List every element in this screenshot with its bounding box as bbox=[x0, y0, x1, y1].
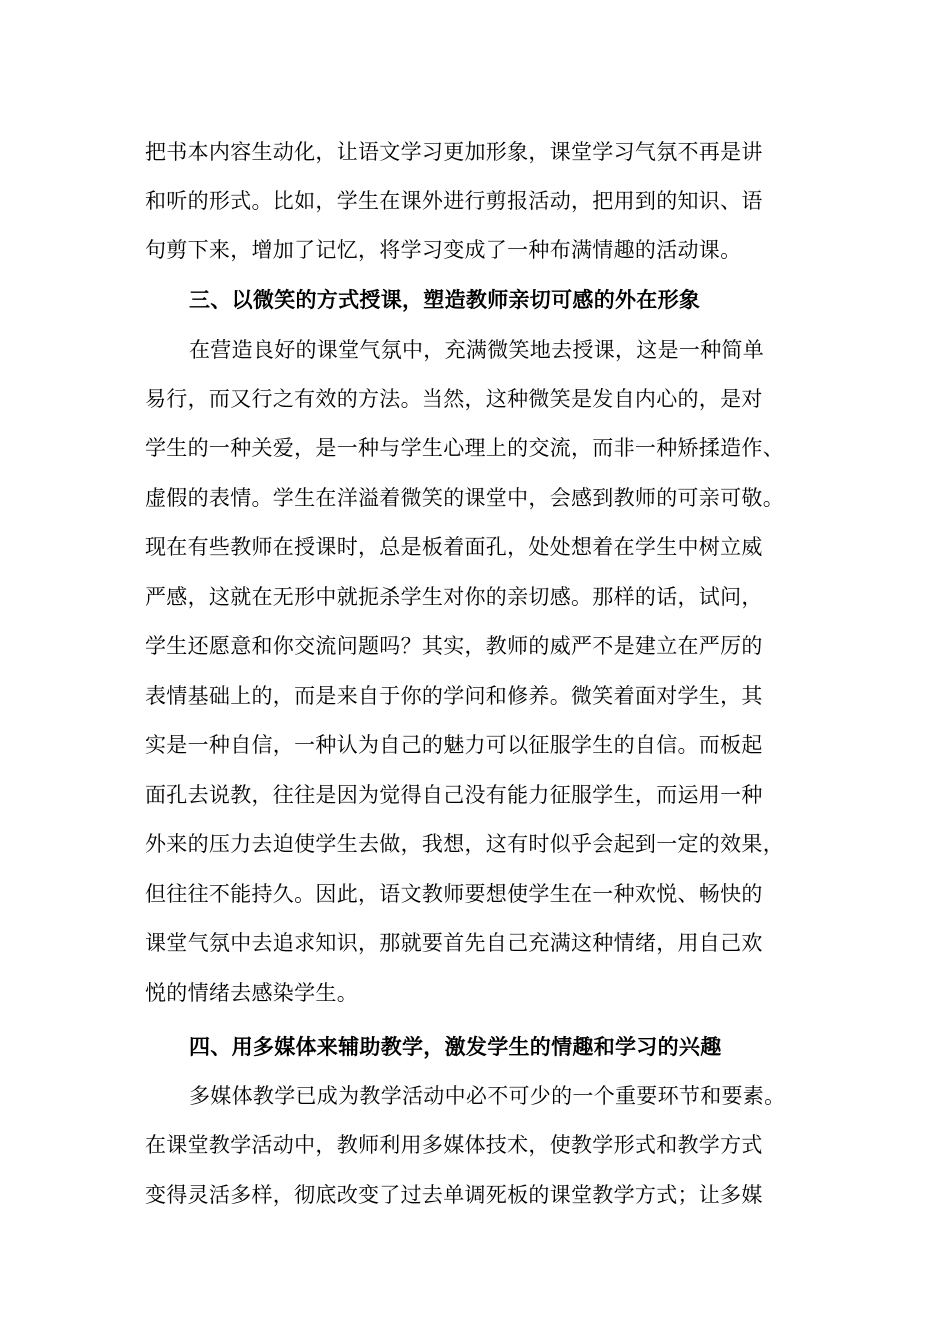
paragraph-line: 在课堂教学活动中，教师利用多媒体技术，使教学形式和教学方式 bbox=[145, 1133, 763, 1157]
paragraph-line: 学生还愿意和你交流问题吗？其实，教师的威严不是建立在严厉的 bbox=[145, 634, 763, 658]
paragraph-line: 课堂气氛中去追求知识，那就要首先自己充满这种情绪，用自己欢 bbox=[145, 931, 763, 955]
paragraph-line: 和听的形式。比如，学生在课外进行剪报活动，把用到的知识、语 bbox=[145, 189, 763, 213]
paragraph-line: 现在有些教师在授课时，总是板着面孔，处处想着在学生中树立威 bbox=[145, 535, 763, 559]
paragraph-line: 表情基础上的，而是来自于你的学问和修养。微笑着面对学生，其 bbox=[145, 684, 763, 708]
paragraph-line: 虚假的表情。学生在洋溢着微笑的课堂中，会感到教师的可亲可敬。 bbox=[145, 486, 784, 510]
paragraph-line: 但往往不能持久。因此，语文教师要想使学生在一种欢悦、畅快的 bbox=[145, 882, 763, 906]
paragraph-line: 句剪下来，增加了记忆，将学习变成了一种布满情趣的活动课。 bbox=[145, 238, 742, 262]
paragraph-line: 在营造良好的课堂气氛中，充满微笑地去授课，这是一种简单 bbox=[189, 338, 765, 362]
paragraph-line: 实是一种自信，一种认为自己的魅力可以征服学生的自信。而板起 bbox=[145, 733, 763, 757]
paragraph-line: 严感，这就在无形中就扼杀学生对你的亲切感。那样的话，试问， bbox=[145, 585, 763, 609]
paragraph-line: 把书本内容生动化，让语文学习更加形象，课堂学习气氛不再是讲 bbox=[145, 140, 763, 164]
section-heading-4: 四、用多媒体来辅助教学，激发学生的情趣和学习的兴趣 bbox=[189, 1034, 722, 1059]
paragraph-line: 面孔去说教，往往是因为觉得自己没有能力征服学生，而运用一种 bbox=[145, 783, 763, 807]
paragraph-line: 悦的情绪去感染学生。 bbox=[145, 981, 358, 1005]
paragraph-line: 变得灵活多样，彻底改变了过去单调死板的课堂教学方式；让多媒 bbox=[145, 1183, 763, 1207]
section-heading-3: 三、以微笑的方式授课，塑造教师亲切可感的外在形象 bbox=[189, 287, 701, 312]
paragraph-line: 学生的一种关爱，是一种与学生心理上的交流，而非一种矫揉造作、 bbox=[145, 436, 784, 460]
paragraph-line: 易行，而又行之有效的方法。当然，这种微笑是发自内心的，是对 bbox=[145, 387, 763, 411]
paragraph-line: 多媒体教学已成为教学活动中必不可少的一个重要环节和要素。 bbox=[189, 1084, 786, 1108]
paragraph-line: 外来的压力去迫使学生去做，我想，这有时似乎会起到一定的效果， bbox=[145, 832, 784, 856]
